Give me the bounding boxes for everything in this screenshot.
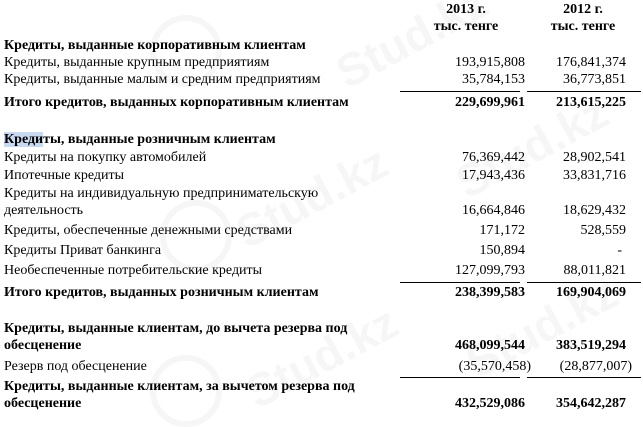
value-2013: 468,099,544 bbox=[455, 338, 525, 353]
table-row bbox=[4, 149, 643, 166]
value-2013: 35,784,153 bbox=[462, 72, 525, 87]
value-2013: 16,664,846 bbox=[462, 203, 525, 218]
selection-highlight: Креди bbox=[4, 132, 44, 147]
value-2013: (35,570,458) bbox=[458, 359, 531, 374]
row-label: Необеспеченные потребительские кредиты bbox=[4, 263, 263, 278]
table-row bbox=[4, 262, 643, 279]
table-row bbox=[4, 54, 643, 71]
value-2012: (28,877,007) bbox=[559, 359, 632, 374]
total-divider bbox=[400, 282, 520, 283]
value-2013: 17,943,436 bbox=[462, 168, 525, 183]
total-divider bbox=[400, 91, 520, 92]
value-2013: 193,915,808 bbox=[455, 55, 525, 70]
value-2012: 213,615,225 bbox=[556, 95, 626, 110]
value-2012: 88,011,821 bbox=[563, 263, 626, 278]
row-label: Кредиты, обеспеченные денежными средствами bbox=[4, 223, 293, 238]
value-2013: 150,894 bbox=[479, 243, 525, 258]
value-2012: 354,642,287 bbox=[556, 396, 626, 411]
row-label: Резерв под обесценение bbox=[4, 359, 147, 374]
column-header-2012 bbox=[524, 1, 642, 35]
total-divider bbox=[527, 91, 641, 92]
row-label: Кредиты, выданные малым и средним предприятиям bbox=[4, 72, 321, 87]
value-2013: 229,699,961 bbox=[455, 95, 525, 110]
column-header-2013 bbox=[406, 1, 526, 35]
corporate-section-title bbox=[4, 37, 643, 54]
value-2012: 36,773,851 bbox=[563, 72, 626, 87]
table-row bbox=[4, 71, 643, 88]
section-title: Кредиты, выданные розничным клиентам bbox=[4, 132, 276, 147]
value-2013: 76,369,442 bbox=[462, 150, 525, 165]
row-label: Ипотечные кредиты bbox=[4, 168, 125, 183]
value-2012: 169,904,069 bbox=[556, 285, 626, 300]
row-label: Кредиты на покупку автомобилей bbox=[4, 150, 207, 165]
value-2012: 176,841,374 bbox=[556, 55, 626, 70]
net-loans-row bbox=[4, 378, 643, 412]
table-row bbox=[4, 185, 643, 219]
total-row bbox=[4, 284, 643, 301]
value-2013: 127,099,793 bbox=[455, 263, 525, 278]
row-label: Кредиты на индивидуальную предпринимательскую деятельность bbox=[4, 186, 319, 218]
unit-2012: тыс. тенге bbox=[550, 19, 616, 34]
unit-2013: тыс. тенге bbox=[433, 19, 499, 34]
table-row bbox=[4, 222, 643, 239]
table-row bbox=[4, 167, 643, 184]
gross-loans-row bbox=[4, 320, 643, 354]
year-2013: 2013 г. bbox=[446, 2, 486, 17]
row-label: Кредиты Приват банкинга bbox=[4, 243, 162, 258]
year-2012: 2012 г. bbox=[563, 2, 603, 17]
value-2012: 383,519,294 bbox=[556, 338, 626, 353]
total-divider bbox=[527, 282, 641, 283]
value-2012: - bbox=[617, 243, 622, 258]
row-label: Кредиты, выданные крупным предприятиям bbox=[4, 55, 270, 70]
value-2013: 171,172 bbox=[479, 223, 525, 238]
value-2012: 18,629,432 bbox=[563, 203, 626, 218]
row-label: Итого кредитов, выданных розничным клиентам bbox=[4, 285, 319, 300]
section-title: Кредиты, выданные корпоративным клиентам bbox=[4, 38, 306, 53]
value-2012: 33,831,716 bbox=[563, 168, 626, 183]
row-label: Итого кредитов, выданных корпоративным клиентам bbox=[4, 95, 349, 110]
value-2012: 528,559 bbox=[580, 223, 626, 238]
table-row bbox=[4, 242, 643, 259]
retail-section-title bbox=[4, 131, 643, 148]
reserve-row bbox=[4, 358, 643, 375]
row-label: Кредиты, выданные клиентам, за вычетом резерва под обесценение bbox=[4, 379, 355, 411]
value-2012: 28,902,541 bbox=[563, 150, 626, 165]
value-2013: 432,529,086 bbox=[455, 396, 525, 411]
value-2013: 238,399,583 bbox=[455, 285, 525, 300]
total-row bbox=[4, 94, 643, 111]
row-label: Кредиты, выданные клиентам, до вычета резерва под обесценение bbox=[4, 321, 348, 353]
